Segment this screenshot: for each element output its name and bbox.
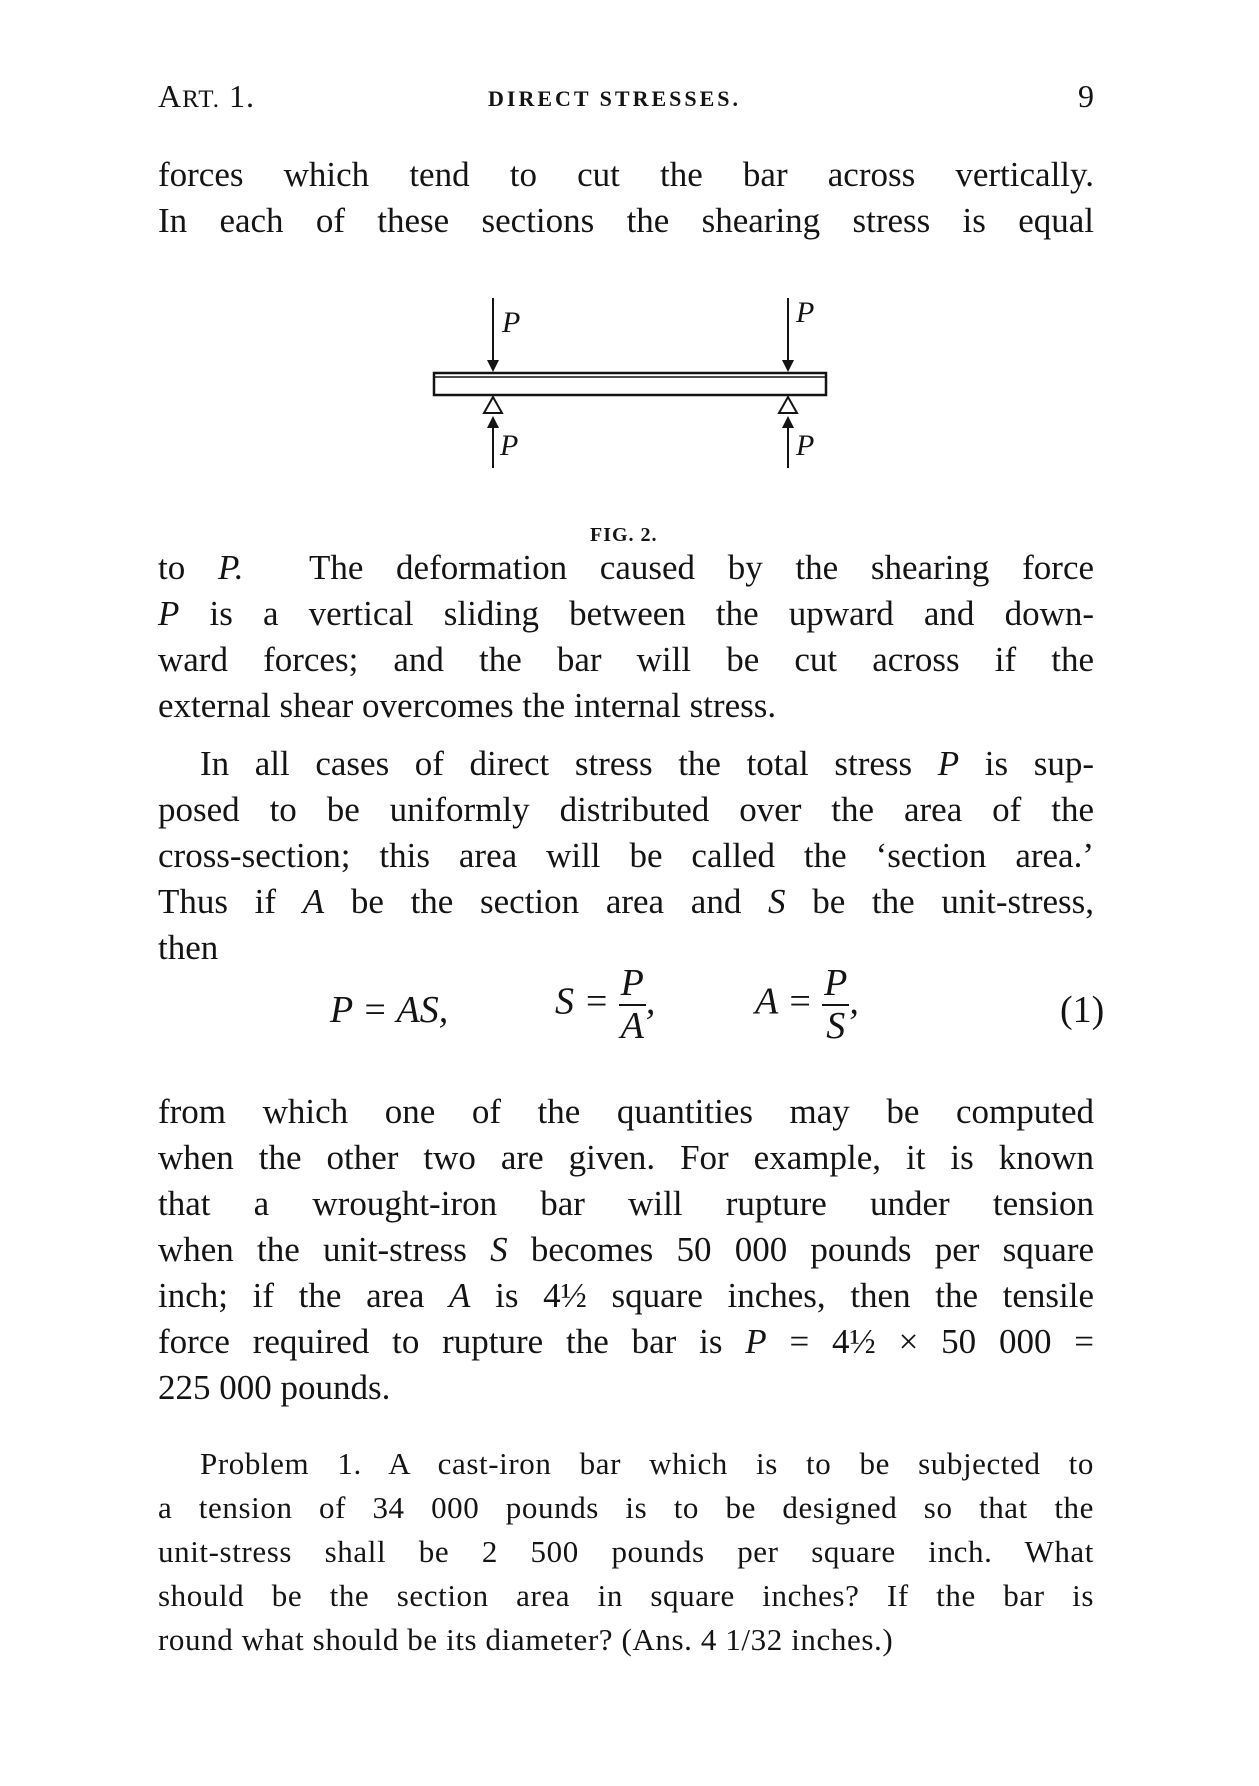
equation-part-3: A = $\frac{P}{S}$ , <box>755 962 859 1047</box>
equation-number: (1) <box>1060 989 1105 1031</box>
page-number: 9 <box>1078 78 1094 114</box>
support-right <box>779 397 797 413</box>
support-left <box>484 397 502 413</box>
paragraph-1: forces which tend to cut the bar across vertically. In each of these sections the shearing stress is equal <box>158 155 1094 240</box>
article-label: ART. 1. <box>158 78 255 114</box>
paragraph-2: to P. The deformation caused by the shearing force P is a vertical sliding between the upward and down- ward forces; and the bar will be cut across if the external shear overcomes the internal stress. <box>158 548 1095 725</box>
running-header <box>158 78 1094 122</box>
problem-1: Problem 1. A cast-iron bar which is to be subjected to a tension of 34 000 pounds is to be designed so that the unit-stress shall be 2 500 pounds per square inch. What should be the section area in square inches? If the bar is round what should be its diameter? (Ans. 4 1/32 inches.) <box>158 1446 1094 1657</box>
equation-1 <box>0 960 1259 1070</box>
beam-figure <box>420 290 840 520</box>
label-bottom-right: P <box>796 429 815 462</box>
figure-caption: FIG. 2. <box>590 524 658 546</box>
paragraph-4: from which one of the quantities may be computed when the other two are given. For example, it is known that a wrought-iron bar will rupture under tension when the unit-stress S becomes 50 000 pounds per square inch; if the area A is 4½ square inches, then the tensile force required to rupture the bar is P = 4½ × 50 000 = 225 000 pounds. <box>158 1092 1095 1407</box>
label-top-left: P <box>502 306 521 339</box>
equation-part-2: S = $\frac{P}{A}$ , <box>555 962 656 1047</box>
label-bottom-left: P <box>500 429 519 462</box>
label-top-right: P <box>796 296 815 329</box>
chapter-title: DIRECT STRESSES. <box>488 86 742 111</box>
paragraph-3: In all cases of direct stress the total stress P is sup- posed to be uniformly distributed over the area of the cross-section; this area will be called the ‘section area.’ Thus if A be the section area and S be the unit-stress, then <box>158 744 1095 967</box>
equation-part-1: P = AS, <box>330 989 449 1031</box>
